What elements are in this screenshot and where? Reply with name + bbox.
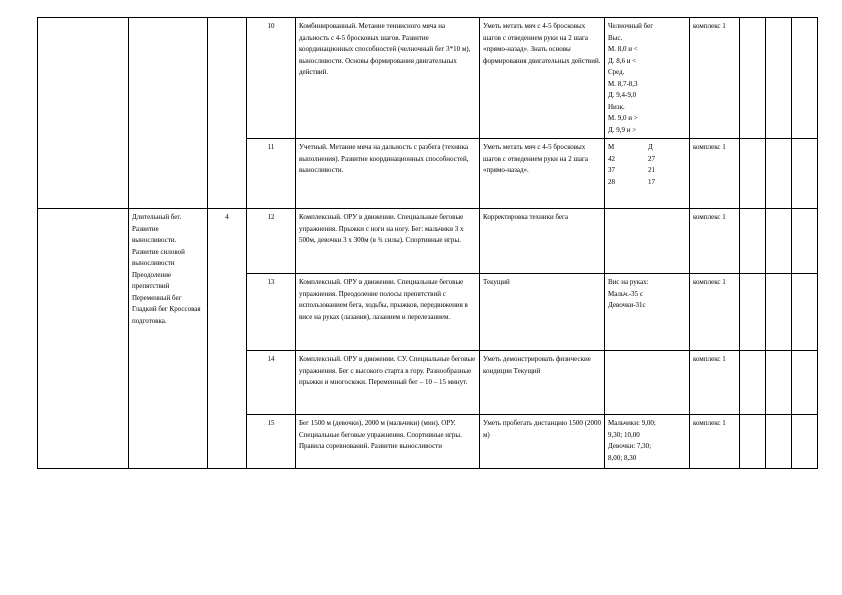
lesson-requirements: Уметь метать мяч с 4-5 бросковых шагов с отведением руки на 2 шага «прямо-назад». Знать основы формирования двигательных действий.	[480, 18, 605, 139]
empty-cell	[740, 209, 766, 274]
empty-cell	[740, 351, 766, 415]
empty-cell	[38, 18, 129, 209]
lesson-equipment: комплекс 1	[690, 18, 740, 139]
empty-cell	[766, 415, 792, 469]
lesson-control	[605, 209, 690, 274]
lesson-control	[605, 139, 690, 209]
lesson-number: 11	[247, 139, 296, 209]
empty-cell	[766, 274, 792, 351]
lesson-content: Бег 1500 м (девочки), 2000 м (мальчики) (мин). ОРУ. Специальные беговые упражнения. Спортивные игры. Правила соревнований. Развитие выносливости	[296, 415, 480, 469]
lesson-equipment: комплекс 1	[690, 209, 740, 274]
empty-cell	[792, 209, 818, 274]
lesson-requirements: Корректировка техники бега	[480, 209, 605, 274]
section-title: Длительный бег. Развитие выносливости. Развитие силовой выносливости Преодоление препятствий Переменный бег Гладкий бег Кроссовая подготовка.	[129, 209, 208, 469]
empty-cell	[792, 351, 818, 415]
empty-cell	[129, 18, 208, 209]
lesson-requirements: Уметь демонстрировать физические кондиции Текущий	[480, 351, 605, 415]
table-row	[38, 18, 818, 139]
lesson-control: Мальчики: 9,00; 9,30; 10,00 Девочки: 7,30; 8,00; 8,30	[605, 415, 690, 469]
section-hours: 4	[208, 209, 247, 469]
lesson-equipment: комплекс 1	[690, 415, 740, 469]
empty-cell	[740, 415, 766, 469]
lesson-control	[605, 351, 690, 415]
lesson-content: Комплексный. ОРУ в движении. Специальные беговые упражнения. Преодоление полосы препятствий с использованием бега, ходьбы, прыжков, передвижения в висе на руках (лазания), лазанием и перелезанием.	[296, 274, 480, 351]
empty-cell	[208, 18, 247, 209]
lesson-equipment: комплекс 1	[690, 351, 740, 415]
lesson-number: 14	[247, 351, 296, 415]
empty-cell	[766, 351, 792, 415]
lesson-requirements: Уметь метать мяч с 4-5 бросковых шагов с отведением руки на 2 шага «прямо-назад».	[480, 139, 605, 209]
empty-cell	[740, 274, 766, 351]
empty-cell	[740, 18, 766, 139]
table-row	[38, 209, 818, 274]
empty-cell	[792, 139, 818, 209]
lesson-equipment: комплекс 1	[690, 139, 740, 209]
norms-table: М Д 42 27 37 21 28 17	[608, 143, 655, 186]
lesson-number: 15	[247, 415, 296, 469]
lesson-equipment: комплекс 1	[690, 274, 740, 351]
lesson-plan-table	[37, 17, 818, 469]
lesson-content: Комбинированный. Метание теннисного мяча на дальность с 4-5 бросковых шагов. Развитие координационных способностей (челночный бег 3*10 м), выносливости. Основы формирования двигательных действий.	[296, 18, 480, 139]
empty-cell	[792, 415, 818, 469]
lesson-control: Вис на руках: Мальч.-35 с Девочки-31с	[605, 274, 690, 351]
lesson-number: 13	[247, 274, 296, 351]
lesson-control: Челночный бег Выс. М. 8,0 и < Д. 8,6 и < Сред. М. 8,7-8,3 Д. 9,4-9,0 Низк. М. 9,0 и > Д. 9,9 и >	[605, 18, 690, 139]
lesson-content: Комплексный. ОРУ в движении. СУ. Специальные беговые упражнения. Бег с высокого старта в гору. Разнообразные прыжки и многоскоки. Переменный бег – 10 – 15 минут.	[296, 351, 480, 415]
lesson-number: 12	[247, 209, 296, 274]
empty-cell	[792, 18, 818, 139]
empty-cell	[38, 209, 129, 469]
empty-cell	[792, 274, 818, 351]
empty-cell	[766, 139, 792, 209]
empty-cell	[766, 209, 792, 274]
lesson-content: Учетный. Метание мяча на дальность с разбега (техника выполнения). Развитие координационных способностей, выносливости.	[296, 139, 480, 209]
empty-cell	[766, 18, 792, 139]
empty-cell	[740, 139, 766, 209]
lesson-requirements: Уметь пробегать дистанцию 1500 (2000 м)	[480, 415, 605, 469]
lesson-number: 10	[247, 18, 296, 139]
lesson-requirements: Текущий	[480, 274, 605, 351]
lesson-content: Комплексный. ОРУ в движении. Специальные беговые упражнения. Прыжки с ноги на ногу. Бег: мальчики 3 х 500м, девочки 3 х 300м (в ¾ силы). Спортивные игры.	[296, 209, 480, 274]
